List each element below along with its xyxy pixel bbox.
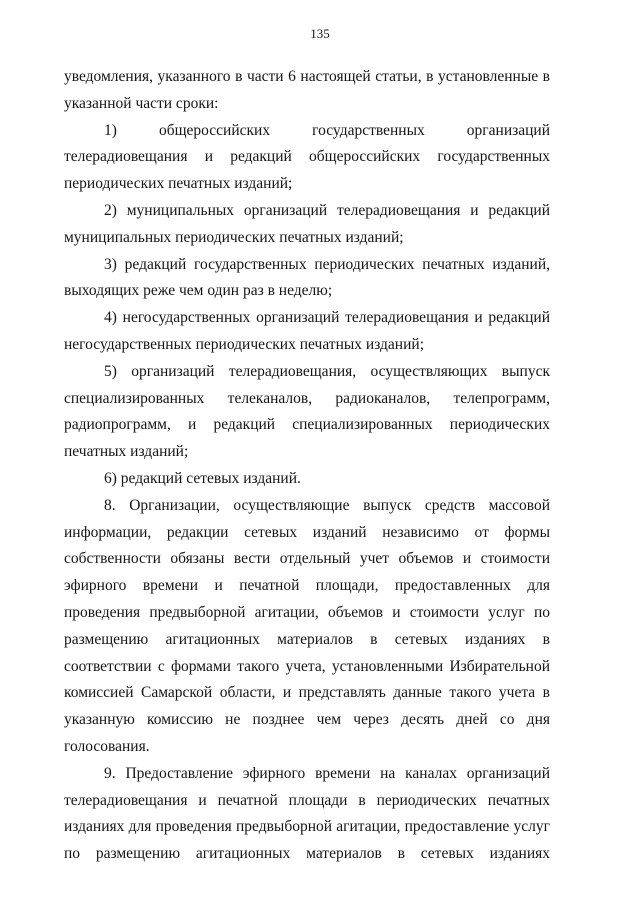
list-item-2: 2) муниципальных организаций телерадиовещания и редакций муниципальных периодических печатных изданий; <box>64 201 550 246</box>
document-body <box>64 64 550 868</box>
paragraph-9: 9. Предоставление эфирного времени на каналах организаций телерадиовещания и печатной площади в периодических печатных изданиях для проведения предвыборной агитации, предоставление услуг по размещению агитационных материалов в сетевых изданиях <box>64 764 550 863</box>
paragraph-8: 8. Организации, осуществляющие выпуск средств массовой информации, редакции сетевых изданий независимо от формы собственности обязаны вести отдельный учет объемов и стоимости эфирного времени и печатной площади, предоставленных для проведения предвыборной агитации, объемов и стоимости услуг по размещению агитационных материалов в сетевых изданиях в соответствии с формами такого учета, установленными Избирательной комиссией Самарской области, и представлять данные такого учета в указанную комиссию не позднее чем через десять дней со дня голосования. <box>64 496 550 755</box>
list-item-5: 5) организаций телерадиовещания, осуществляющих выпуск специализированных телеканалов, радиоканалов, телепрограмм, радиопрограмм, и редакций специализированных периодических печатных изданий; <box>64 362 550 461</box>
list-item-1: 1) общероссийских государственных организаций телерадиовещания и редакций общероссийских государственных периодических печатных изданий; <box>64 121 550 193</box>
list-item-3: 3) редакций государственных периодических печатных изданий, выходящих реже чем один раз в неделю; <box>64 255 550 300</box>
list-item-6: 6) редакций сетевых изданий. <box>104 469 301 487</box>
page-number: 135 <box>310 26 330 41</box>
paragraph-continuation: уведомления, указанного в части 6 настоящей статьи, в установленные в указанной части сроки: <box>64 68 550 112</box>
list-item-4: 4) негосударственных организаций телерадиовещания и редакций негосударственных периодических печатных изданий; <box>64 309 550 353</box>
